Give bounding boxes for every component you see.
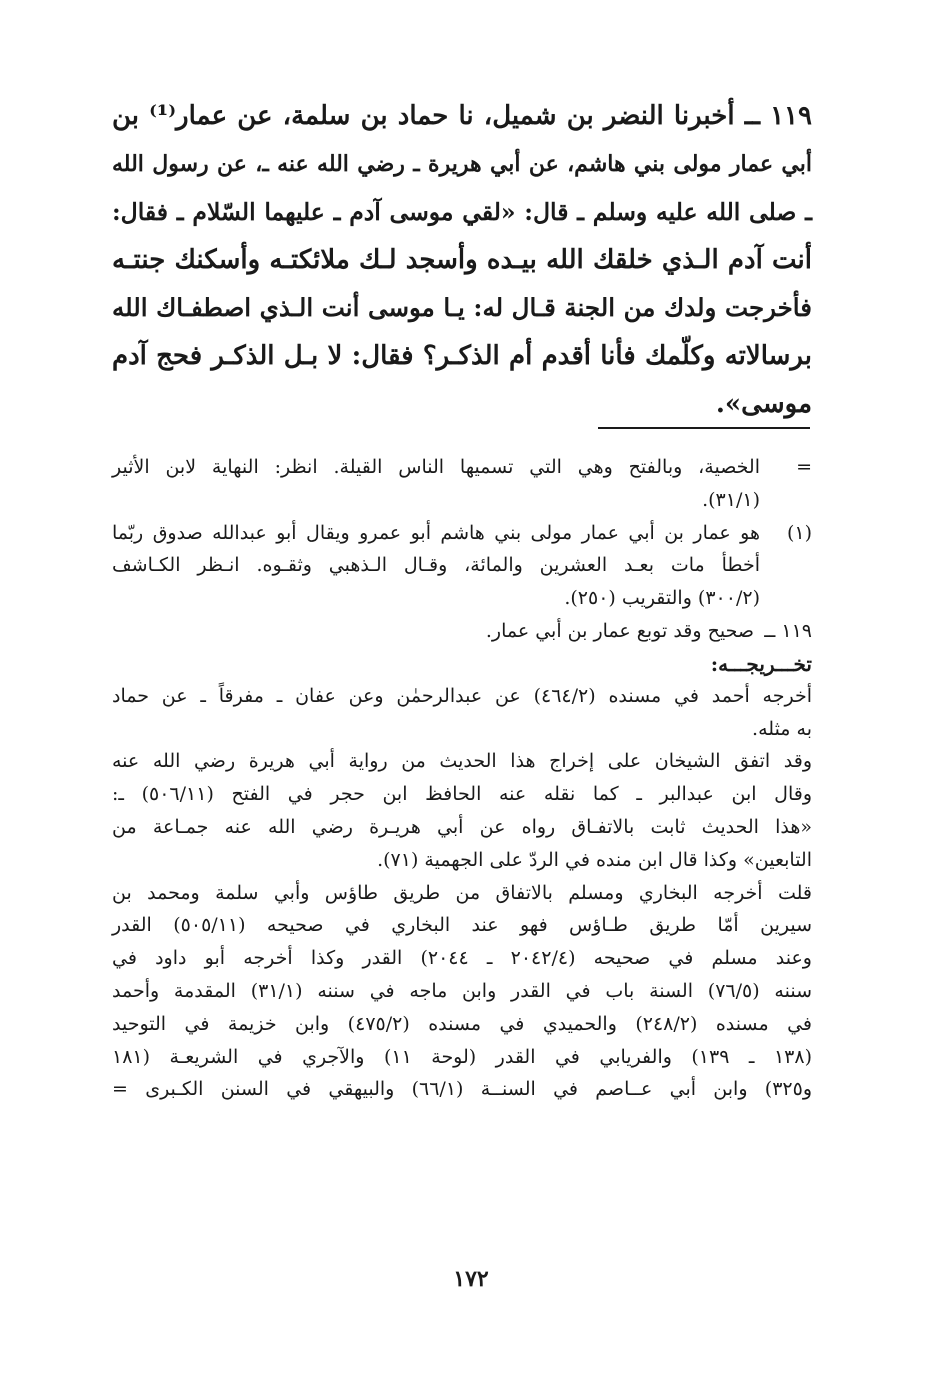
hadith-grading [112,615,812,648]
main-line: موسى». [715,389,812,419]
footnotes-section [112,451,812,1106]
takhrij-line: و٣٢٥) وابن أبي عــاصم في السنــة (٦٦/١) والبيهقي في السنن الكـبرى = [112,1078,813,1101]
footnote-continued [112,451,812,517]
hadith-grading-text: صحيح وقد توبع عمار بن أبي عمار. [485,619,754,642]
takhrij-line: (١٣٨ ـ ١٣٩) والفريابي في القدر (لوحة ١١) والآجري في الشريعـة (١٨١ [112,1045,812,1068]
takhrij-body [112,680,812,1106]
footnote-line: هو عمار بن أبي عمار مولى بني هاشم أبو عمرو ويقال أبو عبدالله صدوق ربّما [112,521,760,544]
footnote-1 [112,517,812,615]
footnote-line: أخطأ مات بعـد العشرين والمائة، وقـال الـذهبي وثقـوه. انـظر الكـاشف [112,554,760,577]
main-hadith-text [112,92,812,428]
main-line: أبي عمار مولى بني هاشم، عن أبي هريرة ـ رضي الله عنه ـ، عن رسول الله [112,151,812,177]
footnote-marker: = [796,456,812,478]
footnote-separator-rule [598,427,810,429]
main-line: ١١٩ ــ أخبرنا النضر بن شميل، نا حماد بن سلمة، عن عمار⁽¹⁾ بن [112,101,812,131]
takhrij-line: سيرين أمّا طريق طـاؤس فهو عند البخاري في صحيحه (٥٠٥/١١) القدر [112,914,813,937]
hadith-number-marker: ١١٩ ــ [764,619,812,642]
main-line: أنت آدم الـذي خلقك الله بيـده وأسجد لـك ملائكتـه وأسكنك جنتـه [112,245,812,275]
page-number: ١٧٢ [453,1266,489,1292]
takhrij-line: التابعين» وكذا قال ابن منده في الردّ على الجهمية (٧١). [377,848,812,871]
takhrij-line: «هذا الحديث ثابت بالاتفـاق رواه عن أبي هريـرة رضي الله عنه جمـاعة من [112,815,812,838]
footnote-line: (٣٠٠/٢) والتقريب (٢٥٠). [564,587,760,610]
main-line: برسالاته وكلّمك فأنا أقدم أم الذكـر؟ فقال: لا بـل الذكـر فحج آدم [112,341,812,371]
footnote-line: الخصية، وبالفتح وهي التي تسميها الناس القيلة. انظر: النهاية لابن الأثير [112,456,760,478]
footnote-line: (٣١/١). [702,488,760,511]
takhrij-line: أخرجه أحمد في مسنده (٤٦٤/٢) عن عبدالرحمٰن وعن عفان ـ مفرقاً ـ عن حماد [112,684,812,707]
takhrij-line: وقد اتفق الشيخان على إخراج هذا الحديث من رواية أبي هريرة رضي الله عنه [112,750,812,773]
takhrij-line: وعند مسلم في صحيحه (٢٠٤٢/٤ ـ ٢٠٤٤) القدر وكذا أخرجه أبو داود في [112,947,812,970]
takhrij-line: سننه (٧٦/٥) السنة باب في القدر وابن ماجه في سننه (٣١/١) المقدمة وأحمد [112,979,812,1002]
main-line: ـ صلى الله عليه وسلم ـ قال: «لقي موسى آدم ـ عليهما السّلام ـ فقال: [112,198,812,226]
takhrij-line: وقال ابن عبدالبر ـ كما نقله عنه الحافظ ابن حجر في الفتح (٥٠٦/١١) ـ: [112,783,812,806]
takhrij-line: به مثله. [752,717,812,740]
takhrij-line: في مسنده (٢٤٨/٢) والحميدي في مسنده (٤٧٥/٢) وابن خزيمة في التوحيد [112,1012,813,1035]
footnote-marker: (١) [786,521,812,544]
takhrij-line: قلت أخرجه البخاري ومسلم بالاتفاق من طريق طاؤس وأبي سلمة ومحمد بن [112,881,812,904]
takhrij-heading: تخـــريجـــه: [710,651,812,676]
main-line: فأخرجت ولدك من الجنة قـال له: يـا موسى أنت الـذي اصطفـاك الله [112,293,812,322]
